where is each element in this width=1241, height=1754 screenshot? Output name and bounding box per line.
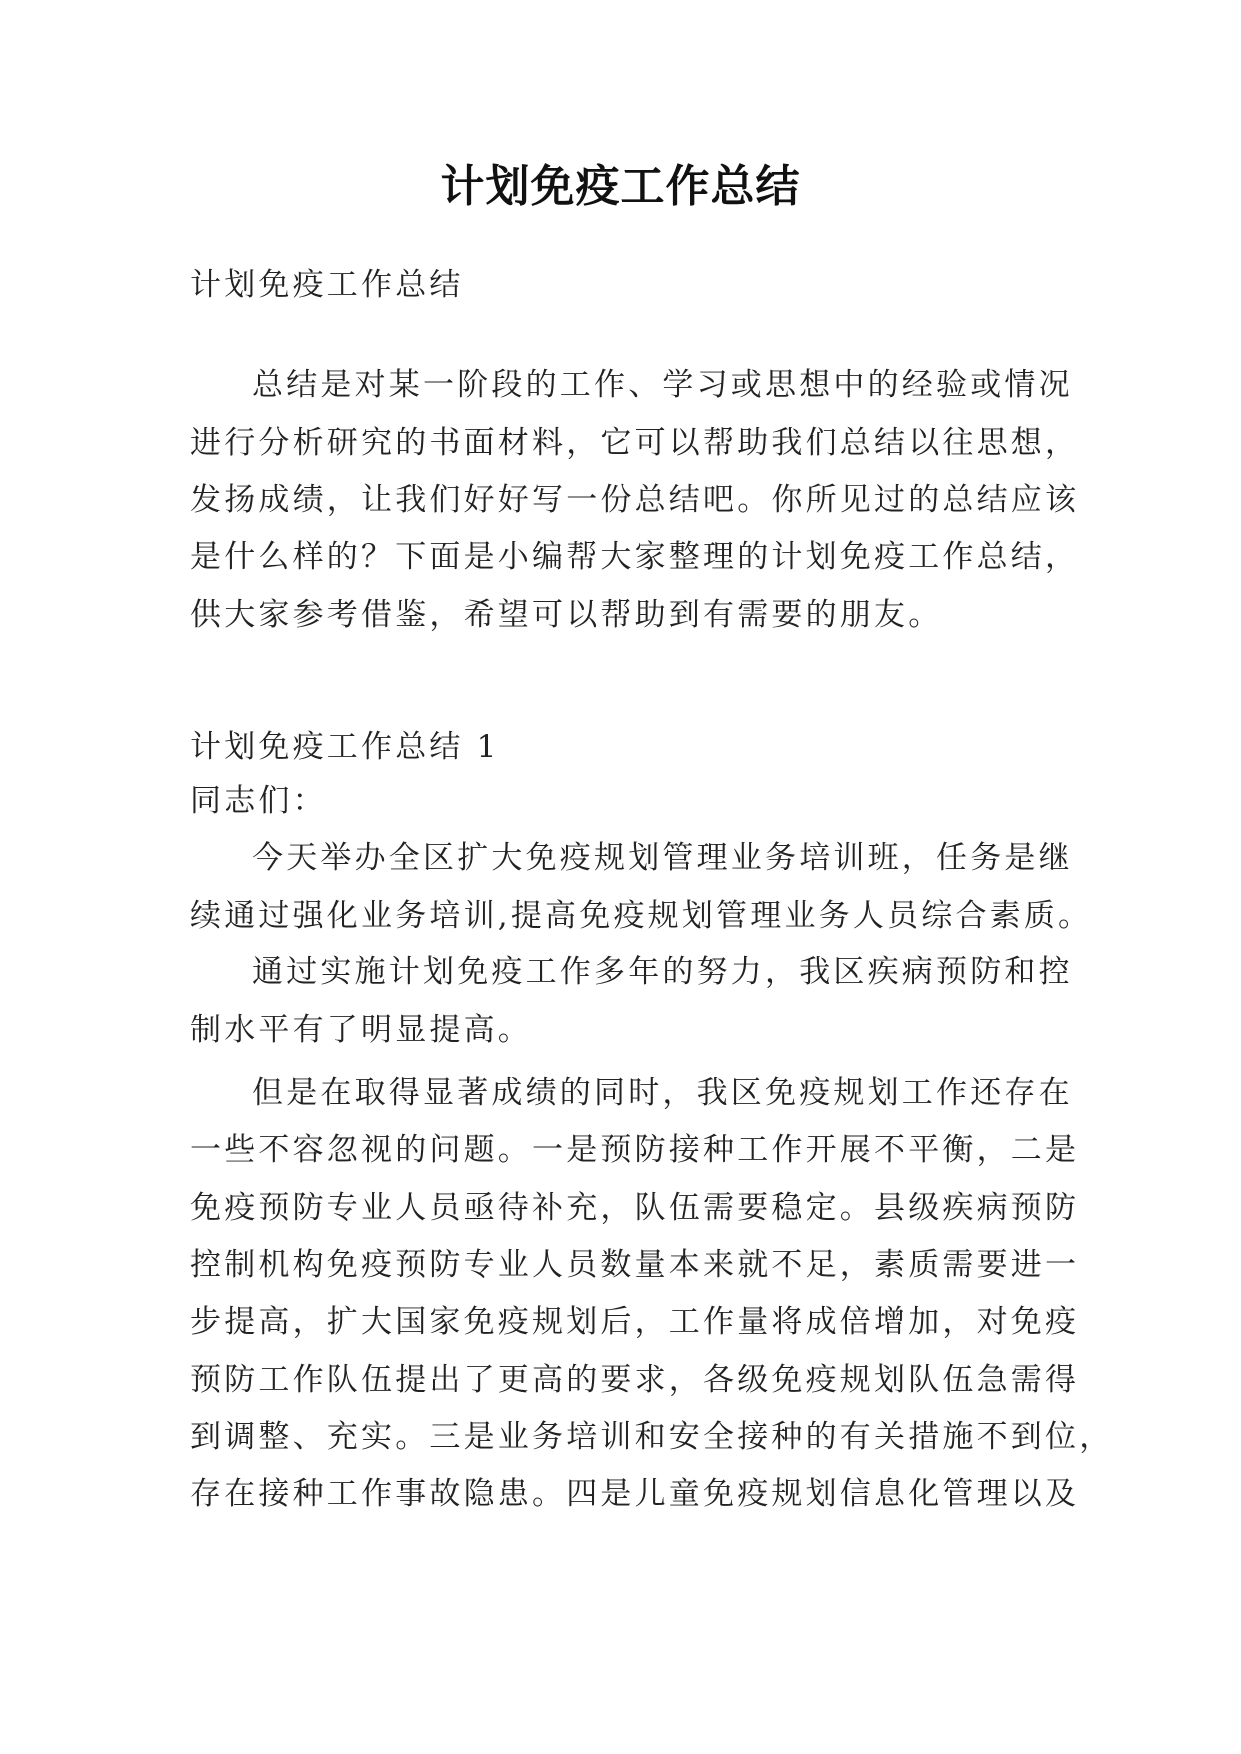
subtitle: 计划免疫工作总结 xyxy=(190,267,464,303)
salutation: 同志们： xyxy=(190,783,327,819)
body-line: 预防工作队伍提出了更高的要求，各级免疫规划队伍急需得 xyxy=(190,1362,1080,1398)
body-line: 控制机构免疫预防专业人员数量本来就不足，素质需要进一 xyxy=(190,1247,1080,1283)
body-line: 但是在取得显著成绩的同时，我区免疫规划工作还存在 xyxy=(252,1075,1073,1111)
body-line: 步提高，扩大国家免疫规划后，工作量将成倍增加，对免疫 xyxy=(190,1304,1080,1340)
body-line: 制水平有了明显提高。 xyxy=(190,1012,532,1048)
section-heading: 计划免疫工作总结 1 xyxy=(190,729,500,765)
intro-line: 是什么样的？下面是小编帮大家整理的计划免疫工作总结， xyxy=(190,539,1080,575)
body-line: 今天举办全区扩大免疫规划管理业务培训班，任务是继 xyxy=(252,840,1073,876)
body-line: 存在接种工作事故隐患。四是儿童免疫规划信息化管理以及 xyxy=(190,1476,1080,1512)
body-line: 通过实施计划免疫工作多年的努力，我区疾病预防和控 xyxy=(252,954,1073,990)
intro-line: 总结是对某一阶段的工作、学习或思想中的经验或情况 xyxy=(252,367,1073,403)
intro-line: 发扬成绩，让我们好好写一份总结吧。你所见过的总结应该 xyxy=(190,482,1080,518)
body-line: 到调整、充实。三是业务培训和安全接种的有关措施不到位， xyxy=(190,1419,1114,1455)
intro-line: 进行分析研究的书面材料，它可以帮助我们总结以往思想， xyxy=(190,425,1080,461)
body-line: 续通过强化业务培训,提高免疫规划管理业务人员综合素质。 xyxy=(190,898,1093,934)
intro-line: 供大家参考借鉴，希望可以帮助到有需要的朋友。 xyxy=(190,597,943,633)
body-line: 一些不容忽视的问题。一是预防接种工作开展不平衡，二是 xyxy=(190,1132,1080,1168)
body-line: 免疫预防专业人员亟待补充，队伍需要稳定。县级疾病预防 xyxy=(190,1190,1080,1226)
document-title: 计划免疫工作总结 xyxy=(440,161,801,212)
